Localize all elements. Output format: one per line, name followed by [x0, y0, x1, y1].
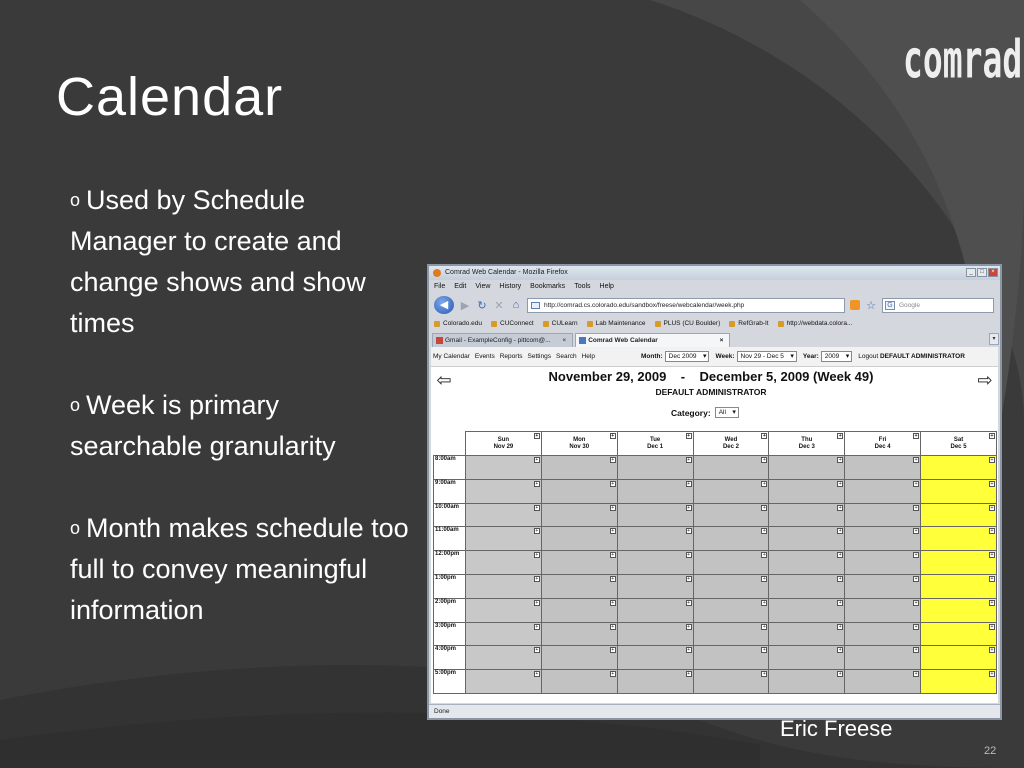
time-slot[interactable] — [466, 670, 542, 694]
app-menu-my-calendar[interactable]: My Calendar — [433, 353, 470, 360]
tab-close-icon[interactable]: × — [719, 337, 724, 344]
bookmark-icon — [729, 321, 735, 327]
add-event-icon[interactable]: + — [762, 671, 766, 678]
logged-in-user: DEFAULT ADMINISTRATOR — [879, 353, 965, 360]
time-row — [434, 527, 997, 551]
add-event-icon[interactable]: + — [838, 504, 842, 511]
app-menu-reports[interactable]: Reports — [499, 353, 523, 360]
add-event-icon[interactable]: + — [990, 599, 994, 606]
add-event-icon[interactable]: + — [762, 433, 766, 439]
year-select[interactable]: 2009 ▾ — [821, 351, 852, 362]
add-event-icon[interactable]: + — [838, 647, 842, 654]
comrad-logo: comrad — [903, 28, 1023, 91]
home-icon[interactable]: ⌂ — [512, 299, 520, 311]
time-label: 3:00pm — [434, 622, 466, 646]
time-slot[interactable] — [921, 527, 997, 551]
window-title: Comrad Web Calendar - Mozilla Firefox — [445, 269, 568, 276]
time-slot[interactable] — [466, 527, 542, 551]
add-event-icon[interactable]: + — [990, 433, 994, 439]
add-event-icon[interactable]: + — [990, 623, 994, 630]
bookmark-icon — [543, 321, 549, 327]
time-slot[interactable] — [921, 622, 997, 646]
bullet-list — [70, 180, 415, 672]
time-slot[interactable] — [693, 479, 769, 503]
time-label: 5:00pm — [434, 670, 466, 694]
day-header-wed[interactable] — [693, 432, 769, 456]
bookmark-icon — [491, 321, 497, 327]
reload-icon[interactable]: ↻ — [477, 299, 487, 312]
add-event-icon[interactable]: + — [914, 433, 918, 439]
time-slot[interactable] — [769, 479, 845, 503]
time-slot[interactable] — [541, 479, 617, 503]
time-slot[interactable] — [845, 598, 921, 622]
close-icon[interactable]: × — [988, 268, 998, 277]
calendar-page-icon — [579, 337, 586, 344]
time-slot[interactable] — [617, 503, 693, 527]
add-event-icon[interactable]: + — [611, 480, 615, 487]
add-event-icon[interactable]: + — [687, 671, 690, 678]
day-header-thu[interactable] — [769, 432, 845, 456]
stop-icon[interactable]: ✕ — [494, 299, 504, 312]
add-event-icon[interactable]: + — [914, 552, 918, 559]
day-name: Fri — [878, 436, 887, 443]
bookmark-label: RefGrab-It — [738, 320, 769, 327]
time-slot[interactable] — [693, 598, 769, 622]
time-row — [434, 479, 997, 503]
time-slot[interactable] — [466, 551, 542, 575]
time-row — [434, 456, 997, 480]
google-icon: G — [885, 301, 895, 310]
bookmark-icon — [434, 321, 440, 327]
add-event-icon[interactable]: + — [535, 504, 539, 511]
time-label: 11:00am — [434, 527, 466, 551]
week-calendar-grid — [433, 431, 997, 694]
date-filters — [641, 351, 967, 363]
previous-week-arrow-icon[interactable]: ⇦ — [436, 370, 452, 390]
time-slot[interactable] — [845, 456, 921, 480]
bullet-item — [70, 180, 415, 344]
add-event-icon[interactable]: + — [687, 623, 690, 630]
time-slot[interactable] — [769, 670, 845, 694]
add-event-icon[interactable]: + — [990, 504, 994, 511]
bullet-item — [70, 508, 415, 631]
time-slot[interactable] — [769, 527, 845, 551]
time-slot[interactable] — [921, 456, 997, 480]
time-label: 10:00am — [434, 503, 466, 527]
menu-help[interactable]: Help — [599, 283, 614, 290]
add-event-icon[interactable]: + — [762, 599, 766, 606]
add-event-icon[interactable]: + — [535, 647, 539, 654]
tab-gmail[interactable] — [432, 333, 573, 347]
time-slot[interactable] — [845, 479, 921, 503]
add-event-icon[interactable]: + — [535, 433, 539, 439]
time-slot[interactable] — [466, 598, 542, 622]
day-header-mon[interactable] — [541, 432, 617, 456]
logout-link[interactable]: Logout — [858, 353, 879, 360]
tab-strip — [429, 332, 1000, 347]
day-date: Dec 4 — [874, 443, 891, 450]
url-bar[interactable] — [527, 298, 845, 313]
add-event-icon[interactable]: + — [914, 623, 918, 630]
bullet-item — [70, 385, 415, 467]
add-event-icon[interactable]: + — [535, 671, 539, 678]
time-slot[interactable] — [541, 456, 617, 480]
add-event-icon[interactable]: + — [535, 457, 539, 463]
month-label: Month: — [641, 353, 663, 360]
bookmark-icon — [587, 321, 593, 327]
next-week-arrow-icon[interactable]: ⇨ — [977, 370, 993, 390]
day-date: Dec 3 — [798, 443, 815, 450]
add-event-icon[interactable]: + — [838, 599, 842, 606]
week-title: November 29, 2009 - December 5, 2009 (Week 49) — [548, 369, 874, 384]
bookmark-label: Colorado.edu — [443, 320, 483, 327]
bookmark-label: CULearn — [551, 320, 578, 327]
menu-tools[interactable]: Tools — [574, 283, 591, 290]
time-slot[interactable] — [769, 551, 845, 575]
add-event-icon[interactable]: + — [611, 575, 615, 582]
time-row — [434, 551, 997, 575]
bookmark-item[interactable] — [543, 317, 578, 331]
day-name: Sun — [497, 436, 510, 443]
minimize-icon[interactable]: _ — [966, 268, 976, 277]
time-slot[interactable] — [617, 456, 693, 480]
tab-label: Gmail - ExampleConfig - pittcom@... — [445, 337, 551, 344]
time-slot[interactable] — [617, 622, 693, 646]
time-slot[interactable] — [693, 527, 769, 551]
day-date: Dec 1 — [647, 443, 664, 450]
bookmarks-toolbar — [429, 317, 1000, 331]
bookmark-item[interactable] — [778, 317, 853, 331]
add-event-icon[interactable]: + — [762, 575, 766, 582]
month-select[interactable]: Dec 2009 ▾ — [665, 351, 710, 362]
add-event-icon[interactable]: + — [611, 599, 615, 606]
bookmark-label: Lab Maintenance — [595, 320, 646, 327]
browser-screenshot — [427, 264, 1002, 720]
category-label: Category: — [671, 407, 711, 418]
time-slot[interactable] — [845, 527, 921, 551]
add-event-icon[interactable]: + — [914, 504, 918, 511]
add-event-icon[interactable]: + — [914, 599, 918, 606]
time-slot[interactable] — [693, 646, 769, 670]
time-slot[interactable] — [617, 574, 693, 598]
bookmark-item[interactable] — [655, 317, 721, 331]
back-arrow-icon[interactable]: ◀ — [434, 296, 454, 314]
time-slot[interactable] — [617, 527, 693, 551]
add-event-icon[interactable]: + — [687, 647, 690, 654]
add-event-icon[interactable]: + — [535, 623, 539, 630]
time-slot[interactable] — [541, 670, 617, 694]
search-input[interactable] — [882, 298, 994, 313]
search-placeholder: Google — [899, 301, 920, 309]
day-name: Tue — [649, 436, 661, 443]
menu-edit[interactable]: Edit — [454, 283, 467, 290]
time-slot[interactable] — [466, 622, 542, 646]
time-slot[interactable] — [921, 670, 997, 694]
author-name: Eric Freese — [780, 716, 893, 741]
add-event-icon[interactable]: + — [762, 480, 766, 487]
bookmark-icon — [655, 321, 661, 327]
time-slot[interactable] — [769, 646, 845, 670]
forward-arrow-icon[interactable]: ▶ — [460, 299, 470, 312]
add-event-icon[interactable]: + — [611, 671, 615, 678]
time-slot[interactable] — [845, 574, 921, 598]
add-event-icon[interactable]: + — [762, 457, 766, 463]
time-slot[interactable] — [466, 574, 542, 598]
add-event-icon[interactable]: + — [687, 457, 690, 463]
day-date: Dec 2 — [722, 443, 739, 450]
day-date: Nov 30 — [569, 443, 590, 450]
add-event-icon[interactable]: + — [762, 528, 766, 535]
add-event-icon[interactable]: + — [687, 504, 690, 511]
add-event-icon[interactable]: + — [611, 433, 615, 439]
tab-list-dropdown-icon[interactable]: ▾ — [989, 333, 999, 345]
day-date: Nov 29 — [493, 443, 514, 450]
time-slot[interactable] — [921, 598, 997, 622]
add-event-icon[interactable]: + — [838, 433, 842, 439]
time-label: 9:00am — [434, 479, 466, 503]
time-row — [434, 598, 997, 622]
bullet-marker: o — [70, 518, 81, 538]
maximize-icon[interactable]: □ — [977, 268, 987, 277]
add-event-icon[interactable]: + — [990, 457, 994, 463]
add-event-icon[interactable]: + — [914, 528, 918, 535]
app-menu-search[interactable]: Search — [556, 353, 577, 360]
add-event-icon[interactable]: + — [838, 575, 842, 582]
year-label: Year: — [802, 353, 819, 360]
add-event-icon[interactable]: + — [535, 575, 539, 582]
grid-corner — [434, 432, 466, 456]
rss-feed-icon[interactable] — [850, 300, 860, 310]
add-event-icon[interactable]: + — [838, 623, 842, 630]
bookmark-item[interactable] — [491, 317, 534, 331]
add-event-icon[interactable]: + — [535, 599, 539, 606]
time-slot[interactable] — [466, 503, 542, 527]
time-slot[interactable] — [466, 479, 542, 503]
add-event-icon[interactable]: + — [762, 504, 766, 511]
day-header-fri[interactable] — [845, 432, 921, 456]
day-name: Mon — [573, 436, 586, 443]
add-event-icon[interactable]: + — [535, 552, 539, 559]
bookmark-label: CUConnect — [500, 320, 534, 327]
add-event-icon[interactable]: + — [762, 623, 766, 630]
add-event-icon[interactable]: + — [535, 480, 539, 487]
day-header-tue[interactable] — [617, 432, 693, 456]
tab-close-icon[interactable]: × — [562, 337, 567, 344]
slide-title: Calendar — [56, 67, 284, 127]
add-event-icon[interactable]: + — [990, 552, 994, 559]
time-slot[interactable] — [921, 646, 997, 670]
navigation-toolbar — [429, 294, 1000, 316]
time-label: 8:00am — [434, 456, 466, 480]
time-label: 4:00pm — [434, 646, 466, 670]
time-slot[interactable] — [617, 646, 693, 670]
time-slot[interactable] — [769, 456, 845, 480]
bookmark-star-icon[interactable]: ☆ — [866, 299, 876, 312]
page-content — [431, 347, 998, 703]
time-row — [434, 574, 997, 598]
day-header-sat[interactable] — [921, 432, 997, 456]
add-event-icon[interactable]: + — [687, 599, 690, 606]
time-slot[interactable] — [541, 527, 617, 551]
add-event-icon[interactable]: + — [990, 480, 994, 487]
add-event-icon[interactable]: + — [990, 647, 994, 654]
add-event-icon[interactable]: + — [838, 457, 842, 463]
time-row — [434, 503, 997, 527]
add-event-icon[interactable]: + — [762, 647, 766, 654]
window-controls — [966, 268, 998, 277]
time-slot[interactable] — [541, 503, 617, 527]
time-slot[interactable] — [617, 479, 693, 503]
category-select[interactable]: All ▾ — [715, 407, 739, 418]
bullet-text: Used by Schedule Manager to create and change shows and show times — [70, 185, 366, 338]
url-text: http://comrad.cs.colorado.edu/sandbox/freese/webcalendar/week.php — [544, 301, 745, 309]
bullet-marker: o — [70, 190, 81, 210]
bullet-text: Month makes schedule too full to convey meaningful information — [70, 513, 409, 625]
day-date: Dec 5 — [950, 443, 967, 450]
bullet-marker: o — [70, 395, 81, 415]
add-event-icon[interactable]: + — [535, 528, 539, 535]
add-event-icon[interactable]: + — [611, 623, 615, 630]
time-slot[interactable] — [769, 598, 845, 622]
day-header-sun[interactable] — [466, 432, 542, 456]
tab-comrad-calendar[interactable] — [575, 333, 730, 347]
time-label: 1:00pm — [434, 574, 466, 598]
week-label: Week: — [715, 353, 735, 360]
time-slot[interactable] — [921, 551, 997, 575]
time-slot[interactable] — [921, 479, 997, 503]
time-slot[interactable] — [466, 646, 542, 670]
time-slot[interactable] — [921, 503, 997, 527]
menu-file[interactable]: File — [434, 283, 446, 290]
time-slot[interactable] — [693, 456, 769, 480]
time-slot[interactable] — [541, 574, 617, 598]
time-slot[interactable] — [769, 503, 845, 527]
time-slot[interactable] — [769, 574, 845, 598]
add-event-icon[interactable]: + — [914, 647, 918, 654]
day-name: Sat — [953, 436, 964, 443]
bookmark-item[interactable] — [587, 317, 646, 331]
time-slot[interactable] — [617, 551, 693, 575]
time-row — [434, 646, 997, 670]
bookmark-icon — [778, 321, 784, 327]
time-slot[interactable] — [693, 574, 769, 598]
add-event-icon[interactable]: + — [990, 671, 994, 678]
calendar-owner: DEFAULT ADMINISTRATOR — [655, 387, 767, 397]
add-event-icon[interactable]: + — [914, 457, 918, 463]
time-label: 12:00pm — [434, 551, 466, 575]
time-slot[interactable] — [769, 622, 845, 646]
window-titlebar — [429, 266, 1000, 280]
app-menu-events[interactable]: Events — [474, 353, 495, 360]
add-event-icon[interactable]: + — [611, 504, 615, 511]
app-menu-settings[interactable]: Settings — [527, 353, 551, 360]
bookmark-item[interactable] — [729, 317, 768, 331]
time-slot[interactable] — [693, 503, 769, 527]
add-event-icon[interactable]: + — [914, 480, 918, 487]
time-slot[interactable] — [845, 503, 921, 527]
add-event-icon[interactable]: + — [687, 575, 690, 582]
browser-menubar — [429, 281, 1000, 293]
tab-label: Comrad Web Calendar — [588, 337, 658, 344]
add-event-icon[interactable]: + — [990, 528, 994, 535]
time-row — [434, 622, 997, 646]
firefox-icon — [433, 269, 441, 277]
gmail-icon — [436, 337, 443, 344]
menu-bookmarks[interactable]: Bookmarks — [530, 283, 566, 290]
add-event-icon[interactable]: + — [914, 575, 918, 582]
add-event-icon[interactable]: + — [687, 552, 690, 559]
category-filter — [671, 407, 739, 418]
time-slot[interactable] — [617, 598, 693, 622]
day-name: Thu — [801, 436, 813, 443]
time-slot[interactable] — [845, 622, 921, 646]
bullet-text: Week is primary searchable granularity — [70, 390, 336, 461]
add-event-icon[interactable]: + — [838, 552, 842, 559]
add-event-icon[interactable]: + — [687, 433, 690, 439]
time-slot[interactable] — [541, 598, 617, 622]
time-slot[interactable] — [693, 670, 769, 694]
menu-history[interactable]: History — [499, 283, 522, 290]
time-slot[interactable] — [617, 670, 693, 694]
add-event-icon[interactable]: + — [611, 457, 615, 463]
add-event-icon[interactable]: + — [687, 480, 690, 487]
add-event-icon[interactable]: + — [611, 552, 615, 559]
time-slot[interactable] — [541, 622, 617, 646]
app-menu-help[interactable]: Help — [581, 353, 595, 360]
bookmark-label: http://webdata.colora... — [786, 320, 853, 327]
time-slot[interactable] — [845, 646, 921, 670]
time-slot[interactable] — [693, 551, 769, 575]
menu-view[interactable]: View — [475, 283, 491, 290]
time-slot[interactable] — [693, 622, 769, 646]
week-select[interactable]: Nov 29 - Dec 5 ▾ — [737, 351, 797, 362]
page-number: 22 — [984, 745, 997, 757]
day-name: Wed — [724, 436, 738, 443]
add-event-icon[interactable]: + — [914, 671, 918, 678]
status-bar: Done — [429, 704, 1000, 718]
time-slot[interactable] — [845, 670, 921, 694]
page-icon — [531, 302, 540, 309]
add-event-icon[interactable]: + — [838, 671, 842, 678]
time-label: 2:00pm — [434, 598, 466, 622]
bookmark-item[interactable] — [434, 317, 482, 331]
time-row — [434, 670, 997, 694]
time-slot[interactable] — [541, 646, 617, 670]
add-event-icon[interactable]: + — [762, 552, 766, 559]
time-slot[interactable] — [845, 551, 921, 575]
time-slot[interactable] — [921, 574, 997, 598]
bookmark-label: PLUS (CU Boulder) — [663, 320, 721, 327]
add-event-icon[interactable]: + — [990, 575, 994, 582]
add-event-icon[interactable]: + — [838, 528, 842, 535]
add-event-icon[interactable]: + — [687, 528, 690, 535]
add-event-icon[interactable]: + — [838, 480, 842, 487]
add-event-icon[interactable]: + — [611, 528, 615, 535]
time-slot[interactable] — [466, 456, 542, 480]
time-slot[interactable] — [541, 551, 617, 575]
add-event-icon[interactable]: + — [611, 647, 615, 654]
